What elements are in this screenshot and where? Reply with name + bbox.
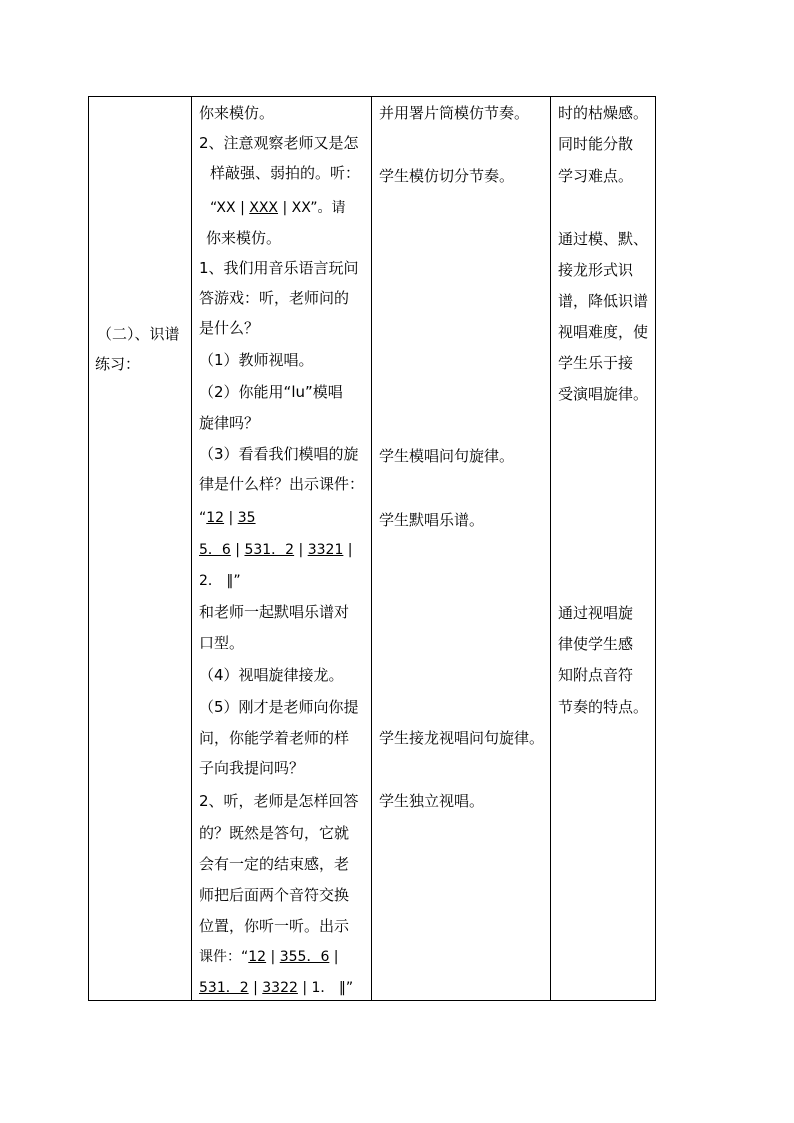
intent-line: 谱，降低识谱 — [558, 292, 649, 310]
intent-line: 通过视唱旋 — [558, 604, 634, 622]
lesson-plan-table — [88, 96, 656, 1001]
activity-line: 会有一定的结束感，老 — [199, 855, 350, 873]
score-notation: 2． ‖” — [199, 573, 241, 589]
activity-line: （1）教师视唱。 — [199, 351, 314, 369]
activity-line: 旋律吗？ — [199, 414, 260, 432]
activity-line: 和老师一起默唱乐谱对 — [199, 603, 350, 621]
activity-line: 2、听，老师是怎样回答 — [199, 792, 359, 810]
teacher-activity-column — [192, 97, 371, 1000]
activity-line: 样敲强、弱拍的。听： — [210, 164, 361, 182]
activity-line: （3）看看我们模唱的旋 — [199, 445, 359, 463]
intent-line: 受演唱旋律。 — [558, 385, 649, 403]
intent-line: 节奏的特点。 — [558, 698, 649, 716]
activity-line: 律是什么样？出示课件： — [199, 475, 365, 493]
section-title: （二）、识谱 — [97, 325, 180, 343]
intent-line: 知附点音符 — [558, 666, 634, 684]
intent-line: 接龙形式识 — [558, 261, 634, 279]
activity-line: 答游戏：听，老师问的 — [199, 289, 350, 307]
activity-line: （2）你能用“lu”模唱 — [199, 383, 343, 401]
intent-line: 通过模、默、 — [558, 230, 649, 248]
student-activity: 并用署片筒模仿节奏。 — [379, 104, 530, 122]
activity-line: （5）刚才是老师向你提 — [199, 698, 359, 716]
score-notation: 5．6 | 531．2 | 3321 | — [199, 542, 353, 558]
student-activity: 学生默唱乐谱。 — [379, 511, 485, 529]
activity-line: 口型。 — [199, 634, 245, 652]
intent-line: 同时能分散 — [558, 135, 634, 153]
intent-line: 学习难点。 — [558, 167, 634, 185]
student-activity: 学生独立视唱。 — [379, 792, 485, 810]
student-activity: 学生模仿切分节奏。 — [379, 167, 515, 185]
activity-line: 子向我提问吗？ — [199, 759, 305, 777]
student-activity: 学生模唱问句旋律。 — [379, 447, 515, 465]
student-activity: 学生接龙视唱问句旋律。 — [379, 729, 545, 747]
section-title: 练习： — [95, 355, 141, 373]
activity-line: 1、我们用音乐语言玩问 — [199, 259, 359, 277]
activity-line: 是什么？ — [199, 319, 260, 337]
activity-line: 的？既然是答句，它就 — [199, 824, 350, 842]
intent-line: 时的枯燥感。 — [558, 104, 649, 122]
intent-line: 学生乐于接 — [558, 354, 634, 372]
activity-line: 问，你能学着老师的样 — [199, 729, 350, 747]
design-intent-column — [551, 97, 657, 1000]
section-column — [89, 97, 191, 1000]
intent-line: 律使学生感 — [558, 635, 634, 653]
student-activity-column — [372, 97, 550, 1000]
activity-line: 2、注意观察老师又是怎 — [199, 134, 359, 152]
score-notation: 课件：“12 | 355．6 | — [199, 949, 339, 965]
activity-line: （4）视唱旋律接龙。 — [199, 666, 344, 684]
activity-line: 你来模仿。 — [199, 104, 275, 122]
score-notation: 531．2 | 3322 | 1． ‖” — [199, 980, 354, 996]
activity-line: 位置，你听一听。出示 — [199, 917, 350, 935]
intent-line: 视唱难度，使 — [558, 323, 649, 341]
activity-line: 师把后面两个音符交换 — [199, 886, 350, 904]
activity-line: 你来模仿。 — [206, 229, 282, 247]
score-notation: “12 | 35 — [199, 510, 256, 526]
rhythm-notation: “XX | XXX | XX”。请 — [210, 200, 346, 216]
